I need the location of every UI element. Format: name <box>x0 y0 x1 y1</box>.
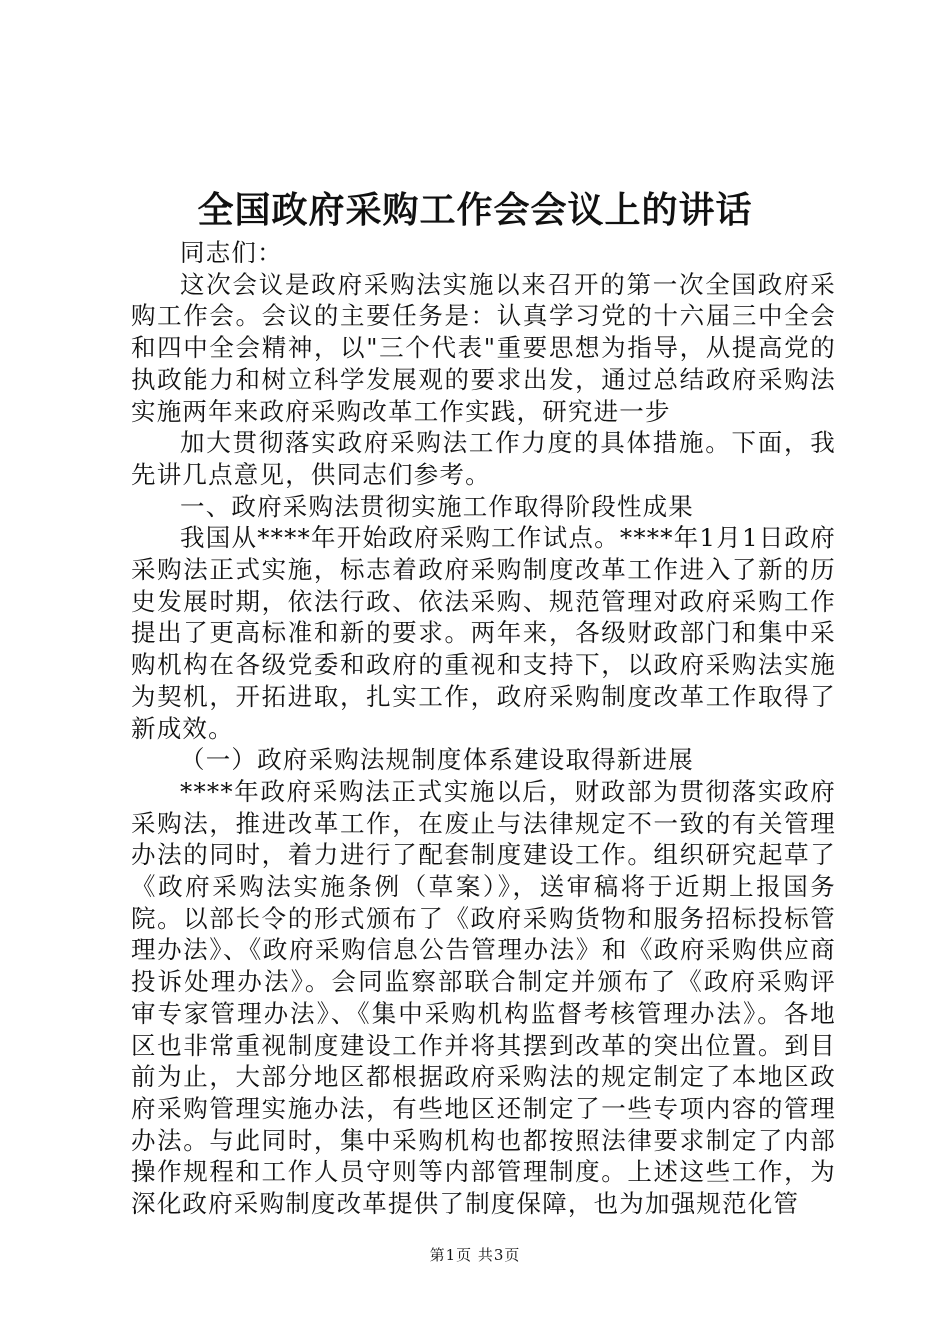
body-paragraph: 这次会议是政府采购法实施以来召开的第一次全国政府采购工作会。会议的主要任务是：认真学习党的十六届三中全会和四中全会精神，以"三个代表"重要思想为指导，从提高党的执政能力和树立科学发展观的要求出发，通过总结政府采购法实施两年来政府采购改革工作实践，研究进一步 <box>131 269 836 426</box>
subsection-heading: （一）政府采购法规制度体系建设取得新进展 <box>180 745 694 775</box>
document-title: 全国政府采购工作会会议上的讲话 <box>197 189 753 231</box>
salutation: 同志们： <box>180 238 283 267</box>
document-body <box>131 237 836 1220</box>
page-number: 第1页 共3页 <box>429 1246 521 1264</box>
body-paragraph: 我国从****年开始政府采购工作试点。****年1月1日政府采购法正式实施，标志着政府采购制度改革工作进入了新的历史发展时期，依法行政、依法采购、规范管理对政府采购工作提出了更高标准和新的要求。两年来，各级财政部门和集中采购机构在各级党委和政府的重视和支持下，以政府采购法实施为契机，开拓进取，扎实工作，政府采购制度改革工作取得了新成效。 <box>131 523 836 743</box>
body-paragraph: ****年政府采购法正式实施以后，财政部为贯彻落实政府采购法，推进改革工作，在废止与法律规定不一致的有关管理办法的同时，着力进行了配套制度建设工作。组织研究起草了《政府采购法实施条例（草案）》，送审稿将于近期上报国务院。以部长令的形式颁布了《政府采购货物和服务招标投标管理办法》、《政府采购信息公告管理办法》和《政府采购供应商投诉处理办法》。会同监察部联合制定并颁布了《政府采购评审专家管理办法》、《集中采购机构监督考核管理办法》。各地区也非常重视制度建设工作并将其摆到改革的突出位置。到目前为止，大部分地区都根据政府采购法的规定制定了本地区政府采购管理实施办法，有些地区还制定了一些专项内容的管理办法。与此同时，集中采购机构也都按照法律要求制定了内部操作规程和工作人员守则等内部管理制度。上述这些工作，为深化政府采购制度改革提供了制度保障，也为加强规范化管 <box>131 776 836 1219</box>
body-paragraph: 加大贯彻落实政府采购法工作力度的具体措施。下面，我先讲几点意见，供同志们参考。 <box>131 428 836 489</box>
section-heading: 一、政府采购法贯彻实施工作取得阶段性成果 <box>180 491 694 521</box>
